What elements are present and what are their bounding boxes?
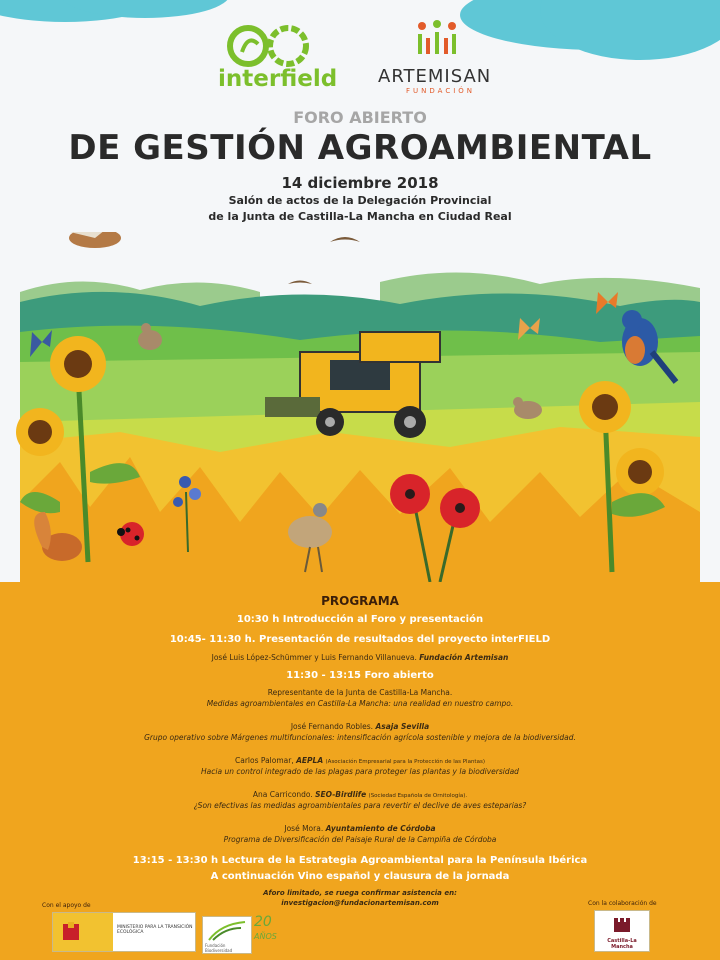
interfield-logo-text: interfield [218, 66, 338, 92]
program-item-3: 11:30 - 13:15 Foro abierto [286, 670, 434, 681]
panelist-1-topic: Medidas agroambientales en Castilla-La Mancha: una realidad en nuestro campo. [206, 699, 514, 708]
panelist-3-topic: Hacia un control integrado de las plagas para proteger las plantas y la biodiversidad [201, 767, 519, 776]
panelist-2-org: Asaja Sevilla [375, 722, 430, 731]
panelist-5-org: Ayuntamiento de Córdoba [325, 824, 436, 833]
event-subtitle: FORO ABIERTO [293, 108, 427, 127]
attendance-note: Aforo limitado, se ruega confirmar asistencia en: [263, 889, 457, 897]
event-title: DE GESTIÓN AGROAMBIENTAL [68, 128, 652, 168]
interfield-logo [218, 22, 368, 94]
castilla-la-mancha-logo [594, 910, 650, 952]
panelist-5-topic: Programa de Diversificación del Paisaje Rural de la Campiña de Córdoba [223, 835, 497, 844]
castilla-la-mancha-text: Castilla-La Mancha [607, 938, 637, 950]
biodiversidad-text: Fundación Biodiversidad [205, 943, 233, 953]
program-item-2: 10:45- 11:30 h. Presentación de resultados del proyecto interFIELD [169, 634, 551, 645]
program-item-4: 13:15 - 13:30 h Lectura de la Estrategia Agroambiental para la Península Ibérica [132, 855, 588, 866]
spain-coat-of-arms-icon [59, 920, 83, 944]
panelist-3-org-full: (Asociación Empresarial para la Protección de las Plantas) [325, 759, 485, 765]
panelist-4-org-full: (Sociedad Española de Ornitología). [368, 793, 468, 799]
program-item-2-speakers [0, 653, 720, 662]
panelist-3 [0, 756, 720, 765]
collaboration-label: Con la colaboración de [588, 900, 657, 907]
panelist-4 [0, 790, 720, 799]
panelist-3-org: AEPLA [296, 756, 324, 765]
support-label: Con el apoyo de [42, 902, 91, 909]
program-item-1: 10:30 h Introducción al Foro y presentación [236, 614, 484, 625]
anniversary-number: 20 [254, 914, 272, 930]
panelist-4-topic: ¿Son efectivas las medidas agroambientales para revertir el declive de aves esteparias? [193, 801, 527, 810]
artemisan-people-icon [412, 18, 462, 56]
artemisan-logo-subtext: FUNDACIÓN [406, 87, 476, 95]
cloud-right-2 [540, 0, 720, 60]
interfield-infinity-icon [224, 22, 316, 70]
speakers-names: José Luis López-Schümmer y Luis Fernando Villanueva. [211, 653, 417, 662]
panelist-3-name: Carlos Palomar, [235, 756, 294, 765]
panelist-5-name: José Mora. [284, 824, 324, 833]
artemisan-logo-text: ARTEMISAN [378, 66, 492, 87]
panelist-4-name: Ana Carricondo. [252, 790, 313, 799]
panelist-1-name: Representante de la Junta de Castilla-La Mancha. [267, 688, 453, 697]
ministry-logo [52, 912, 196, 952]
panelist-4-org: SEO-Birdlife [315, 790, 367, 799]
event-date: 14 diciembre 2018 [281, 174, 439, 192]
program-heading: PROGRAMA [321, 594, 399, 608]
farm-illustration [0, 232, 720, 582]
panelist-2-name: José Fernando Robles. [290, 722, 374, 731]
event-venue-line2: de la Junta de Castilla-La Mancha en Ciudad Real [208, 210, 512, 223]
program-item-5: A continuación Vino español y clausura de la jornada [210, 871, 510, 882]
panelist-2 [0, 722, 720, 731]
castle-icon [612, 914, 632, 934]
contact-email[interactable]: investigacion@fundacionartemisan.com [281, 899, 439, 907]
artemisan-logo [376, 18, 508, 98]
panelist-5 [0, 824, 720, 833]
panelist-2-topic: Grupo operativo sobre Márgenes multifuncionales: intensificación agrícola sostenible y mejora de la biodiversidad. [144, 733, 576, 742]
event-venue-line1: Salón de actos de la Delegación Provincial [228, 194, 492, 207]
ministry-text: MINISTERIO PARA LA TRANSICIÓN ECOLÓGICA [117, 925, 193, 936]
speakers-org: Fundación Artemisan [419, 653, 509, 662]
grass-icon [207, 920, 247, 942]
biodiversidad-logo [202, 916, 252, 954]
anniversary-word: AÑOS [254, 932, 277, 941]
